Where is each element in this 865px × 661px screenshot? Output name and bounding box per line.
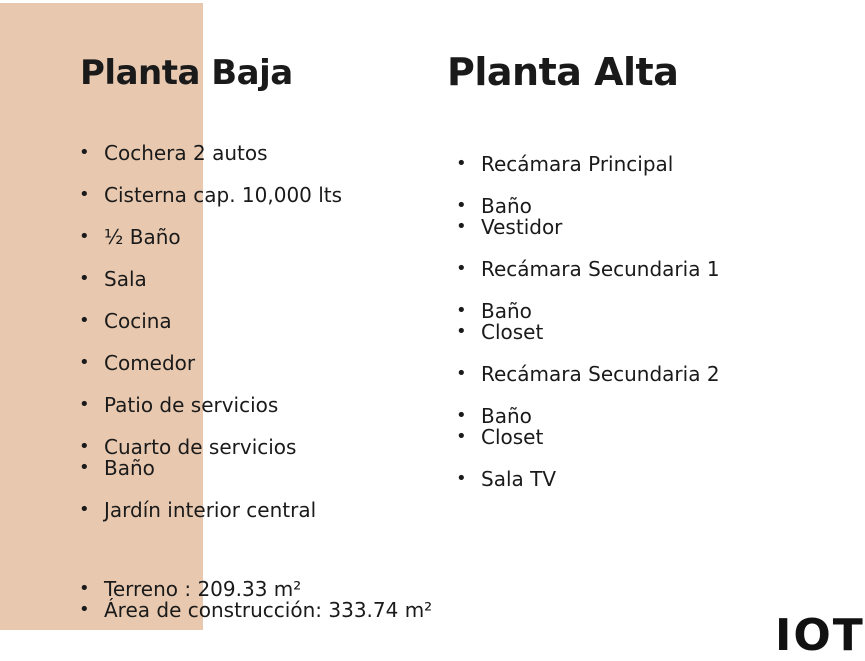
bullet-icon: • <box>456 468 467 489</box>
bullet-icon: • <box>79 394 90 415</box>
bullet-icon: • <box>456 300 467 321</box>
bullet-icon: • <box>79 142 90 163</box>
bullet-icon: • <box>456 363 467 384</box>
bullet-icon: • <box>456 153 467 174</box>
logo-fragment: IOT <box>775 610 865 661</box>
bullet-icon: • <box>79 457 90 478</box>
bullet-icon: • <box>79 268 90 289</box>
planta-alta-title: Planta Alta <box>447 50 679 94</box>
bullet-icon: • <box>79 499 90 520</box>
bullet-icon: • <box>456 321 467 342</box>
bullet-icon: • <box>79 599 90 620</box>
bullet-icon: • <box>456 405 467 426</box>
bullet-icon: • <box>456 258 467 279</box>
bullet-icon: • <box>79 226 90 247</box>
beige-background-band <box>0 3 203 630</box>
bullet-icon: • <box>456 195 467 216</box>
bullet-icon: • <box>79 184 90 205</box>
bullet-icon: • <box>79 352 90 373</box>
bullet-icon: • <box>79 310 90 331</box>
bullet-icon: • <box>456 426 467 447</box>
bullet-icon: • <box>79 436 90 457</box>
planta-baja-title: Planta Baja <box>80 53 293 93</box>
bullet-icon: • <box>456 216 467 237</box>
bullet-icon: • <box>79 578 90 599</box>
